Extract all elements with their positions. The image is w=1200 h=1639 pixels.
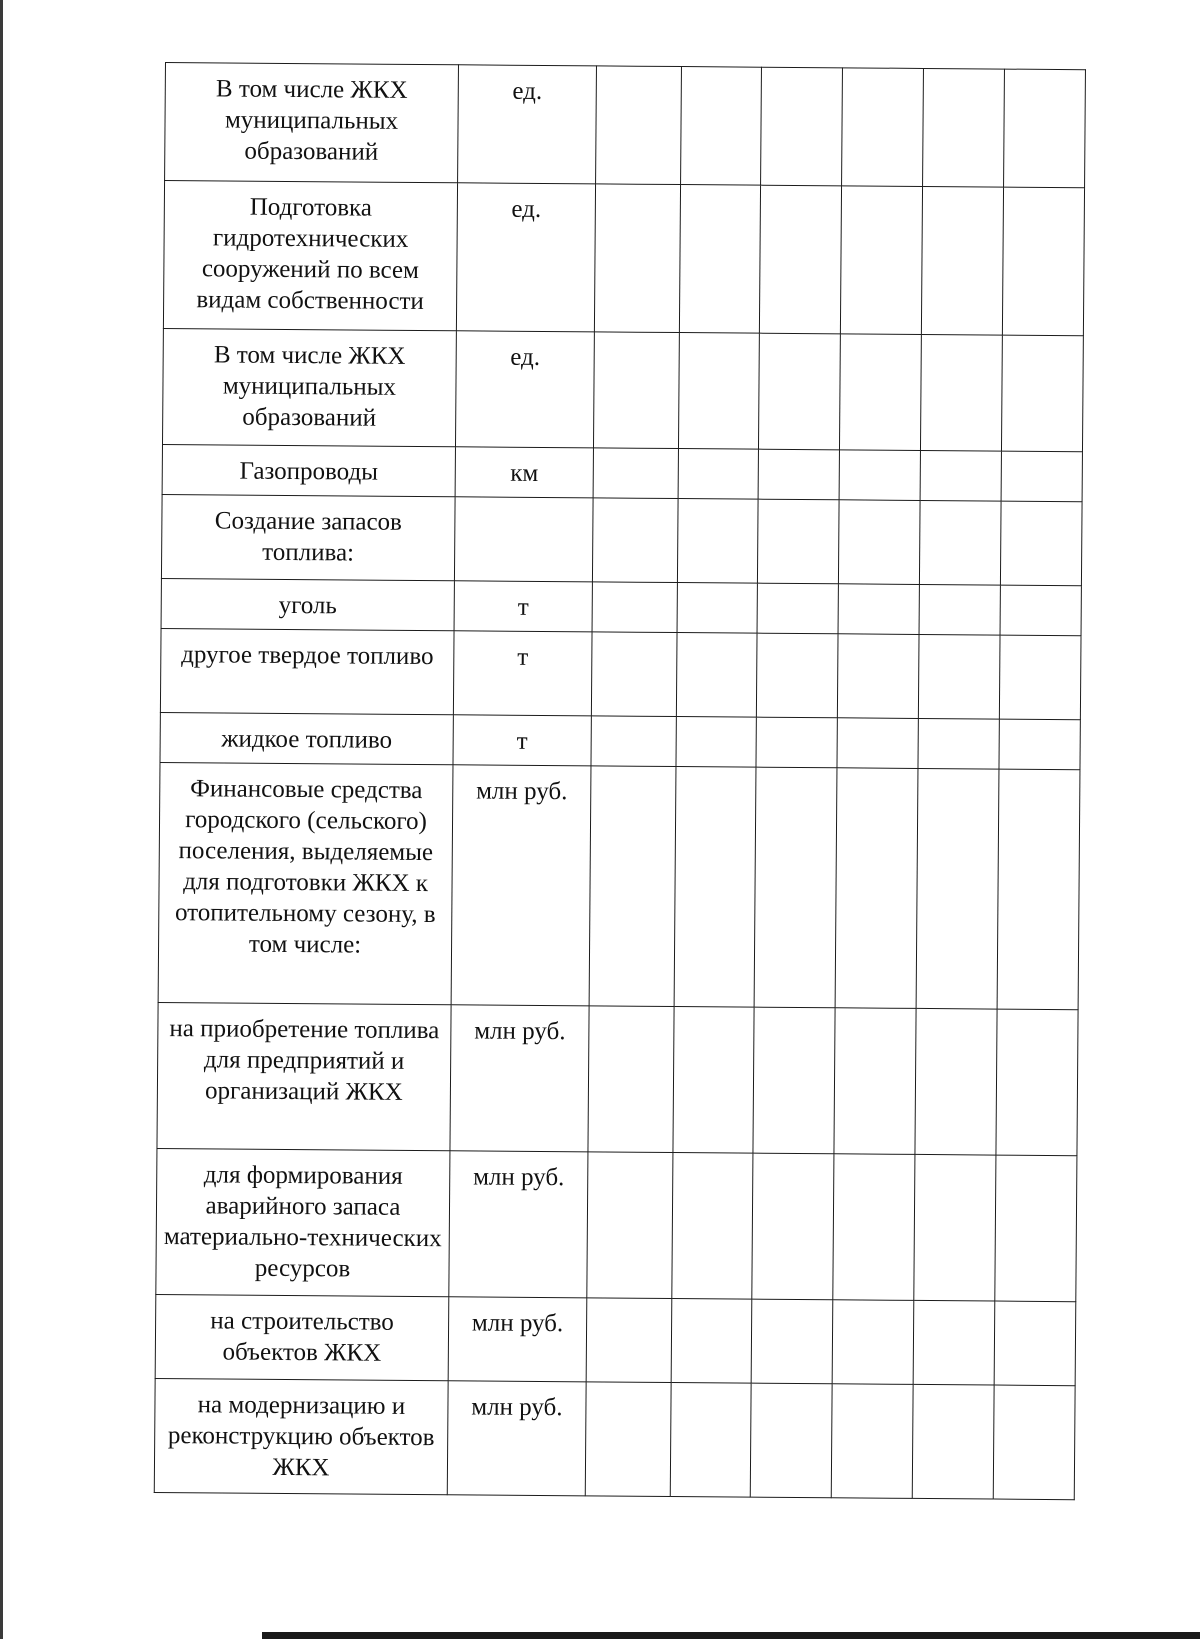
value-cell xyxy=(921,186,1003,335)
value-cell xyxy=(839,334,921,451)
value-cell xyxy=(916,768,999,1009)
unit-cell: млн руб. xyxy=(448,1297,587,1382)
value-cell xyxy=(756,633,838,718)
value-cell xyxy=(923,68,1005,187)
unit-cell: млн руб. xyxy=(450,1005,589,1152)
unit-cell: км xyxy=(455,447,593,498)
value-cell xyxy=(920,450,1001,501)
value-cell xyxy=(999,635,1081,720)
value-cell xyxy=(915,1008,997,1155)
table-row xyxy=(158,762,1080,1009)
value-cell xyxy=(993,1385,1075,1500)
value-cell xyxy=(757,499,839,584)
value-cell xyxy=(912,1384,994,1499)
unit-cell: ед. xyxy=(455,331,594,448)
value-cell xyxy=(587,1152,673,1299)
unit-cell xyxy=(454,497,593,582)
value-cell xyxy=(756,717,837,768)
value-cell xyxy=(913,1300,995,1385)
value-cell xyxy=(672,1153,753,1300)
value-cell xyxy=(588,1006,674,1153)
value-cell xyxy=(593,332,679,449)
value-cell xyxy=(591,632,677,717)
scan-page-edge-bottom xyxy=(262,1632,1200,1639)
indicator-name-cell: Газопроводы xyxy=(162,444,455,496)
table-body xyxy=(154,63,1085,1500)
value-cell xyxy=(754,767,837,1008)
unit-cell: т xyxy=(454,581,592,632)
unit-cell: ед. xyxy=(456,183,595,332)
indicator-name-cell: Создание запасов топлива: xyxy=(161,494,455,580)
unit-cell: т xyxy=(453,715,591,766)
value-cell xyxy=(1001,451,1082,502)
value-cell xyxy=(1004,69,1086,188)
value-cell xyxy=(842,68,924,187)
value-cell xyxy=(679,185,760,334)
value-cell xyxy=(918,718,999,769)
unit-cell: т xyxy=(453,631,592,716)
value-cell xyxy=(758,449,839,500)
value-cell xyxy=(1000,585,1081,636)
value-cell xyxy=(758,333,840,450)
value-cell xyxy=(837,718,918,769)
indicator-name-cell: для формирования аварийного запаса материально-технических ресурсов xyxy=(156,1148,450,1296)
value-cell xyxy=(671,1299,752,1384)
table-row xyxy=(162,444,1082,501)
value-cell xyxy=(996,1009,1078,1156)
value-cell xyxy=(832,1300,914,1385)
value-cell xyxy=(838,500,920,585)
unit-cell: ед. xyxy=(458,65,597,184)
value-cell xyxy=(670,1383,751,1498)
value-cell xyxy=(835,768,918,1009)
value-cell xyxy=(676,633,757,718)
value-cell xyxy=(593,448,678,499)
indicator-name-cell: на приобретение топлива для предприятий и организаций ЖКХ xyxy=(157,1002,451,1150)
table-row xyxy=(160,628,1081,719)
value-cell xyxy=(676,717,756,768)
table-row xyxy=(165,63,1086,188)
unit-cell: млн руб. xyxy=(449,1151,588,1298)
unit-cell: млн руб. xyxy=(447,1381,586,1496)
table-row xyxy=(162,328,1083,451)
value-cell xyxy=(585,1382,671,1497)
unit-cell: млн руб. xyxy=(451,765,591,1006)
value-cell xyxy=(753,1007,835,1154)
value-cell xyxy=(831,1384,913,1499)
value-cell xyxy=(919,500,1001,585)
table-row xyxy=(156,1148,1077,1301)
indicators-table xyxy=(154,62,1086,1500)
table-row xyxy=(155,1294,1076,1385)
value-cell xyxy=(919,584,1000,635)
value-cell xyxy=(920,334,1002,451)
value-cell xyxy=(594,184,680,333)
value-cell xyxy=(837,634,919,719)
indicator-name-cell: на модернизацию и реконструкцию объектов ЖКХ xyxy=(154,1378,448,1494)
value-cell xyxy=(678,449,758,500)
indicator-name-cell: В том числе ЖКХ муниципальных образований xyxy=(162,328,456,446)
value-cell xyxy=(997,769,1080,1010)
value-cell xyxy=(674,767,756,1008)
value-cell xyxy=(751,1299,833,1384)
value-cell xyxy=(759,185,841,334)
value-cell xyxy=(677,499,758,584)
value-cell xyxy=(840,186,922,335)
table-row xyxy=(154,1378,1075,1499)
value-cell xyxy=(592,582,677,633)
value-cell xyxy=(591,716,676,767)
table-row xyxy=(163,181,1084,336)
value-cell xyxy=(1002,187,1084,336)
value-cell xyxy=(1000,501,1082,586)
indicator-name-cell: уголь xyxy=(161,578,454,630)
indicator-name-cell: на строительство объектов ЖКХ xyxy=(155,1294,449,1380)
indicator-name-cell: В том числе ЖКХ муниципальных образований xyxy=(165,63,459,183)
value-cell xyxy=(995,1155,1077,1302)
value-cell xyxy=(761,67,843,186)
indicator-name-cell: жидкое топливо xyxy=(160,712,453,764)
table-row xyxy=(161,494,1082,585)
value-cell xyxy=(834,1008,916,1155)
value-cell xyxy=(677,583,757,634)
value-cell xyxy=(678,333,759,450)
table-row xyxy=(160,712,1080,769)
value-cell xyxy=(750,1383,832,1498)
value-cell xyxy=(994,1301,1076,1386)
value-cell xyxy=(589,766,676,1007)
value-cell xyxy=(681,67,762,186)
value-cell xyxy=(999,719,1080,770)
value-cell xyxy=(757,583,838,634)
value-cell xyxy=(833,1154,915,1301)
value-cell xyxy=(592,498,678,583)
indicator-name-cell: Финансовые средства городского (сельского) поселения, выделяемые для подготовки ЖКХ к отопительному сезону, в том числе: xyxy=(158,762,453,1004)
value-cell xyxy=(838,584,919,635)
value-cell xyxy=(918,634,1000,719)
value-cell xyxy=(839,450,920,501)
value-cell xyxy=(752,1153,834,1300)
scan-page-edge-left xyxy=(0,0,3,1639)
value-cell xyxy=(596,66,682,185)
indicator-name-cell: другое твердое топливо xyxy=(160,628,454,714)
value-cell xyxy=(914,1154,996,1301)
value-cell xyxy=(673,1007,754,1154)
table-row xyxy=(161,578,1081,635)
value-cell xyxy=(586,1298,672,1383)
table-row xyxy=(157,1002,1078,1155)
indicator-name-cell: Подготовка гидротехнических сооружений по всем видам собственности xyxy=(163,181,457,331)
value-cell xyxy=(1001,335,1083,452)
